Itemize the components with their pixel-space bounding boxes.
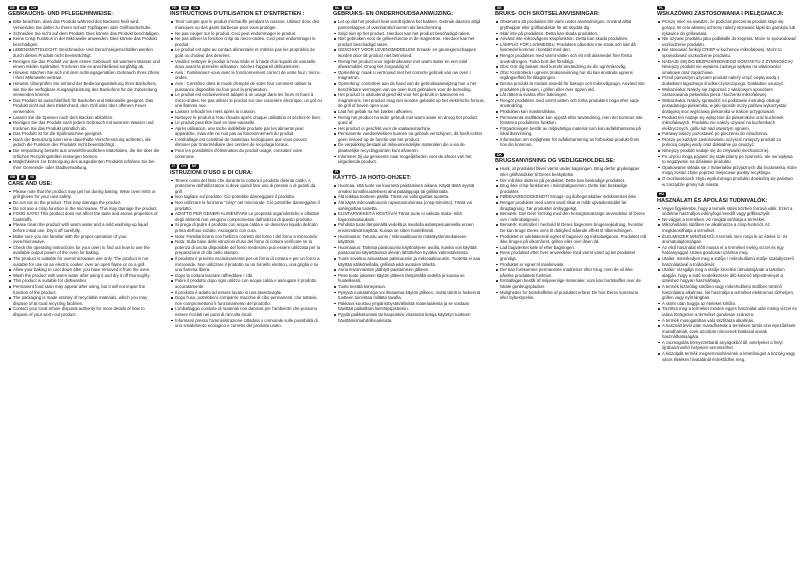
instruction-item: Information om möjligheter för avfallshantering av förbrukad produkt finns hos din kommun. bbox=[495, 137, 647, 148]
instruction-section bbox=[495, 6, 647, 148]
country-badge: PL bbox=[659, 6, 664, 10]
instruction-item: Husk, at produktet bliver varmt under bagningen. Brug derfor grydelapper eller grillhandsker til Deres beskyttelse. bbox=[495, 166, 647, 177]
instruction-item: A használt levél után maradhatnak a terméken tartós szennyeződések maradhatnak, ezek azonban nincsenek hatással annak használhatóságára. bbox=[657, 323, 797, 340]
instruction-item: Wskazówka: Należy sprawdzić na podstawie instrukcji obsługi posiadanego piekarnika, w jaki sposób moży pańtwo wykorzystać dostępną moc wyjściową piekarnika w trakcie przygotowań. bbox=[657, 98, 797, 115]
column-2 bbox=[170, 6, 322, 334]
instruction-item: Använd inte mikrovågens krispfunktion. Detta kan skada produkten. bbox=[495, 36, 647, 42]
instruction-item: Snijd niet op het product. Hierdoor kan het product beschadigd raken. bbox=[333, 31, 485, 37]
country-badges bbox=[333, 170, 485, 174]
instruction-item: Die Verpackung besteht aus umweltfreundlichen Materialien, die Sie über die örtlichen Recyclingstellen entsorgen können. bbox=[8, 148, 160, 159]
instruction-item: Pakkaus koostuu ympäristöystävällisistä materiaaleista ja se voidaan hävittää paikallisiin kierrätyspisteisiin. bbox=[333, 301, 485, 312]
instruction-item: A sütés után hagyja az ételeket kihűlni. bbox=[657, 301, 797, 307]
instruction-item: A termék mosogatóban való tisztításra alkalmas. bbox=[657, 318, 797, 324]
instruction-item: Produkt ten nadaje się wyłącznie do piekarników oraz kuchenek mikrofalowych. Produktu nie należy używać na kuchenkach elektrycznych, grillu lub nad otwartym ogniem. bbox=[657, 115, 797, 132]
instruction-item: The product is suitable for oven/microwave use only. The product is not suitable for use on an electric cooker, over an open flame or on a grill. bbox=[8, 256, 160, 267]
instruction-item: Reinig het product voor ingebruikname met warm water en een mild afwasmiddel. Droog het zorgvuldig af. bbox=[333, 59, 485, 70]
instruction-item: Produktet er udelukkende egnet til bageovn og mikrobølgeovn. Produktet må ikke bruges på elkomfuret, grillen eller over åben ild. bbox=[495, 234, 647, 245]
instruction-item: Muligheder for bortskaffelse af produktet erfarer De hos Deres kommune eller bybestyrelse. bbox=[495, 290, 647, 301]
instruction-item: A kiszolgált termék megsemmisítésének a lehetőségeit a község vagy város illetékes hivatalánál érdeklődhet meg. bbox=[657, 351, 797, 362]
instruction-item: Hinweis: Überprüfen Sie anhand der Bedienungsanleitung Ihres Backofens, wie Sie die verfügbare Ausgangsleistung des Backofens für die Zubereitung verwenden können. bbox=[8, 81, 160, 98]
instruction-item: Niet gebruiken voor de grilleerfunctie in de magnetron. Hierdoor kan het product beschadigd raken. bbox=[333, 36, 485, 47]
instruction-item: Keine Crisp-Funktion in der Mikrowelle anwenden. Dies könnte das Produkt beschädigen. bbox=[8, 36, 160, 47]
country-badge: CH bbox=[31, 6, 36, 10]
instruction-item: Pyydä paikkakuntasi tai kaupunkisi virastosta tietoja käytetyn tuotteen hävittämismahdollisuuksista. bbox=[333, 312, 485, 323]
instruction-item: Huomaa, että tuote voi kuumeta paistamisen aikana. Käytä tästä syystä omaksi turvallisuudeksesi aina patalappuja tai grillikintaita. bbox=[333, 183, 485, 194]
section-title: INSTRUCTIONS D'UTILISATION ET D'ENTRETIEN : bbox=[170, 11, 305, 18]
instruction-item: Proszę mieć na uwadze, że podczas pieczenia produkt staje się gorący. W celu własnej ochrony należy stosować łapki do garnków lub rękawice do grillowania. bbox=[657, 19, 797, 36]
instruction-item: Do not cut on the product. This may damage the product. bbox=[8, 200, 160, 206]
instruction-item: Please note that the product may get hot during baking. Wear oven mitts or grill gloves for your own safety. bbox=[8, 189, 160, 200]
instruction-item: De verpakking bestaat uit milieuvriendelijke materialen die u via de plaatselijke recyclingpunten kunt afvoeren. bbox=[333, 142, 485, 153]
column-3 bbox=[333, 6, 485, 328]
instruction-item: Do not use a crisp function in the microwave. This may damage the product. bbox=[8, 206, 160, 212]
instruction-item: Tenere conto del fatto che durante la cottura il prodotto diventa caldo. A protezione dell'utilizzatore si deve quindi fare uso di presine o di guanti da grill. bbox=[170, 178, 322, 195]
country-badge: IE bbox=[21, 175, 25, 180]
instruction-item: Het product is uitsluitend geschikt voor het gebruik in bakovens en magnetrons. Het product mag niet worden gebruikt op het elektrische fornuis, de grill of boven open vuur. bbox=[333, 92, 485, 109]
country-badge: BE bbox=[345, 6, 351, 10]
country-badges bbox=[8, 175, 160, 179]
instruction-item: Laat het gebak na het bakken afkoelen. bbox=[333, 109, 485, 115]
instruction-item: Niniejszy produkt nadaje się do zmywarki mechanicznej. bbox=[657, 148, 797, 154]
instruction-section bbox=[8, 6, 160, 170]
instruction-item: Opmerking: controleer aan de hand van de gebruiksaanwijzing hoe u het beschikbare vermogen van uw oven kunt gebruiken voor de bereiding. bbox=[333, 81, 485, 92]
instruction-item: Möglichkeiten zur Entsorgung des ausgedienten Produkts erfahren Sie bei Ihrer Gemeinde- oder Stadtverwaltung. bbox=[8, 159, 160, 170]
instruction-item: Informarsi presso l'amministrazione cittadina o comunale sulle possibilità di uno smaltimento ecologico e corretto del prodotto usato. bbox=[170, 318, 322, 329]
instruction-item: Förpackningen består av miljövänliga material som kan avfallshanteras på lokal återvinning. bbox=[495, 126, 647, 137]
instruction-item: GESCHIKT VOOR LEVENSMIDDELEN! Smaak- en geureigenschappen worden door dit product niet beïnvloed. bbox=[333, 47, 485, 58]
section-title: WSKAZÓWKI ZASTOSOWANIA I PIELĘGNACJI: bbox=[657, 11, 784, 18]
instruction-item: O możliwościach zbytu wysłużonego produktu dowiedzą się państwo w zarządzie gminy lub miasta. bbox=[657, 176, 797, 187]
instruction-item: Opakowanie składa się z materiałów przyjaznych dla środowiska, które mogą zostać zbyte poprzez miejscowe punkty recyklingu. bbox=[657, 165, 797, 176]
instruction-item: LEBENSMITTELECHT: Geschmacks- und Geruchseigenschaften werden durch dieses Produkt nicht beeinträchtigt. bbox=[8, 47, 160, 58]
instruction-item: Check the operating instructions for your oven to find out how to use the available output power of the oven for baking. bbox=[8, 245, 160, 256]
instruction-item: Il prodotto è adatto ad essere lavato in una lavastoviglie. bbox=[170, 290, 322, 296]
instruction-item: Lassen Sie die Speisen nach dem Backen abkühlen. bbox=[8, 115, 160, 121]
instruction-item: Po użyciu mogą pojawić się stałe plamy po żywności, ale nie wpływa to negatywnie na działanie produktu. bbox=[657, 154, 797, 165]
instruction-item: Przed pierwszym użyciem produkt należy umyć ciepłą wodą z dodatkiem łagodnego środka czyszczącego. Dokładnie osuszyć. bbox=[657, 75, 797, 86]
country-badge: NI bbox=[30, 175, 34, 180]
instruction-item: L'imballaggio consiste di materiali non dannosi per l'ambiente che possono essere riciclati nei punti di raccolta locali. bbox=[170, 306, 322, 317]
instruction-item: Wskazówka: Należy się zapoznać z właściwym sposobem zastosowania piekarnika pieca / kuchenki mikrofalowej. bbox=[657, 87, 797, 98]
country-badge: DE bbox=[10, 6, 15, 10]
instruction-item: Låt rätterna svalna efter bakningen. bbox=[495, 92, 647, 98]
instruction-section bbox=[8, 175, 160, 317]
instruction-item: Permanente voedselvlekken kunnen na gebruik verschijnen, dit heeft echter geen invloed op de functie van het product. bbox=[333, 131, 485, 142]
instruction-item: A csomagolás környezetbarát anyagokból áll, amelyeket a helyi újrahasznosító helyeken semmisíthet. bbox=[657, 340, 797, 351]
instruction-section bbox=[657, 6, 797, 187]
instruction-item: Le produit est apte au contact alimentaire et n'altère pas les propriétés de goût ou d'odeur des denrées. bbox=[170, 47, 322, 58]
instruction-item: Vegye figyelembe, hogy a termék sütés közben forróvá válik. Ezért a védelme használjon edényfogó kendőt vagy grillkesztyűt. bbox=[657, 206, 797, 217]
instruction-item: Pysyviä ruokatahroja voi ilmaantua käytön jälkeen, mutta tämä ei heikennä tuotteen toimintaa millään tavalla. bbox=[333, 290, 485, 301]
instruction-item: Ne vágjon a terméken. Az megkárosíthatja a terméket. bbox=[657, 217, 797, 223]
instruction-item: Pour les possibilités d'élimination du produit usagé, consultez votre commune. bbox=[170, 148, 322, 159]
instruction-item: Informeer bij uw gemeente naar mogelijkheden voor de afvoer van het uitgediende product. bbox=[333, 154, 485, 165]
section-title: ISTRUZIONI D'USO E DI CURA: bbox=[170, 169, 253, 176]
instruction-item: Lad bagværket køle af efter bagningen. bbox=[495, 245, 647, 251]
instruction-item: Das Produkt ist ausschließlich für Backofen und Mikrowelle geeignet. Das Produkt nicht auf dem Elektroherd, dem Grill oder über offenem Feuer verwenden. bbox=[8, 98, 160, 115]
instruction-item: Allow your baking to cool down after you have removed it from the oven. bbox=[8, 267, 160, 273]
instruction-item: Tuote kestää konepesun. bbox=[333, 284, 485, 290]
instruction-item: Observera att produkten blir varm under användningen. Använd alltid grythappar eller grillhandskar för att skydda dig. bbox=[495, 19, 647, 30]
section-title: HASZNÁLATI ÉS ÁPOLÁSI TUDNIVALÓK: bbox=[657, 197, 768, 204]
instruction-item: Le produit peut être lavé en lave-vaisselle. bbox=[170, 120, 322, 126]
instruction-item: Veuillez nettoyer le produit à l'eau tiède et à l'aide d'un liquide de vaisselle doux avant la première utilisation. Séchez-l'appareil délicatement. bbox=[170, 59, 322, 70]
instruction-item: Huomautus: Tutustu uunin / mikroaaltouunin määräystenmukaiseen käyttöön. bbox=[333, 234, 485, 245]
instruction-item: Anna leivonnaisten jäähtyä paistamisen jälkeen. bbox=[333, 267, 485, 273]
instruction-item: Make sure you are familiar with the proper operation of your oven/microwave. bbox=[8, 234, 160, 245]
instruction-item: Non tagliare sul prodotto. Ciò potrebbe danneggiare il prodotto. bbox=[170, 194, 322, 200]
instruction-item: Avis : Familiarisez-vous avec le fonctionnement correct de votre four / micro-ondes. bbox=[170, 70, 322, 81]
country-badges bbox=[495, 153, 647, 157]
country-badges bbox=[170, 6, 322, 10]
instruction-item: Produktet er egnet til maskinvask. bbox=[495, 262, 647, 268]
column-1 bbox=[8, 6, 160, 323]
country-badge: SE bbox=[497, 6, 502, 10]
instruction-item: Obs: Gör dig bekant med korrekt användning av din ugn/mikrovåg. bbox=[495, 64, 647, 70]
instruction-item: Please clean the product with warm water and a mild washing-up liquid before initial use. Dry it off carefully. bbox=[8, 222, 160, 233]
instruction-item: Rens produktet efter hver anvendelse med varmt vand og tør produktet grundigt. bbox=[495, 250, 647, 261]
instruction-item: Avis : Contrôlez dans le mode d'emploi de votre four comment utiliser la puissance disponible du four pour la préparation. bbox=[170, 81, 322, 92]
instruction-item: NADAJE SIĘ DO BEZPOŚREDNIEGO KONTAKTU Z ŻYWNOŚCIĄ! Niniejszy produkt nie wywiera żadnego wpływu na właściwości smakowe oraz zapachowe. bbox=[657, 59, 797, 76]
country-badge: MT bbox=[191, 164, 197, 169]
instruction-item: This product is suitable for dishwasher. bbox=[8, 278, 160, 284]
country-badges bbox=[170, 164, 322, 168]
country-badges bbox=[657, 192, 797, 196]
instruction-item: Permanenta matfläckar kan uppstå efter användning, men det kommer inte försämra produktens funktion. bbox=[495, 115, 647, 126]
instruction-item: Nie używać produktu jako podkładki do krojenia. Może to spowodować uszkodzenie produktu. bbox=[657, 36, 797, 47]
instruction-item: ELINTARVIKKEITÄ KESTÄVÄ! Tämä tuote ei vaikuta maku- eikä hajuominaisuuksiin. bbox=[333, 211, 485, 222]
instruction-item: Bemærk: Kontroller i henhold til Deres bageovns brugervejledning, hvordan De kan bruge Deres ovns til rådighed stående effekt til tilberedningen. bbox=[495, 222, 647, 233]
instruction-item: Nota: Familiarizzarsi con l'utilizzo corretto del forno / del forno a microonde. bbox=[170, 234, 322, 240]
instruction-section bbox=[657, 192, 797, 362]
instruction-item: Rengör produkten med varmt vatten och torka produkten noga efter varje användning. bbox=[495, 98, 647, 109]
instruction-item: Si prega di pulire il prodotto con acqua calda e un detersivo liquido delicato prima dell'uso iniziale. Asciugarlo con cura. bbox=[170, 222, 322, 233]
country-badges bbox=[333, 6, 485, 10]
country-badges bbox=[8, 6, 160, 10]
column-4 bbox=[495, 6, 647, 306]
instruction-item: Le produit est exclusivement adapté à un usage dans les fours et fours à micro-ondes. Ne pas utiliser le produit sur une cuisinière électrique, un gril ou une flamme nue. bbox=[170, 92, 322, 109]
instruction-item: Bitte beachten, dass das Produkt während des Backens heiß wird. Verwenden Sie daher zu Ihrem Schutz Topflappen oder Grillhandschuhe. bbox=[8, 19, 160, 30]
country-badges bbox=[657, 6, 797, 10]
instruction-item: Obs: Kontrollera i ugnens bruksanvisning hur du kan använda ugnens utgångseffekt för tillagningen. bbox=[495, 70, 647, 81]
instruction-item: Contact your local refuse disposal authority for more details of how to dispose of your worn-out product. bbox=[8, 306, 160, 317]
instruction-item: Denna produkt är endast avsedd för bakugn och mikrovågsugn. Använd inte produkten på spisen, i grillen eller över öppen eld. bbox=[495, 81, 647, 92]
instruction-item: A termék kizárólag sütőben vagy mikrohullámú sütőben történő használatra alkalmas. Ne használja a terméket elektromos tűzhelyen, grillen vagy nyílt lángban. bbox=[657, 284, 797, 301]
instruction-item: Az első használat előtt mossa el a terméket meleg vízzel és égy hatóanyaggal. Utána gondosan szárítsa meg. bbox=[657, 245, 797, 256]
instruction-item: Der kan forekomme permanente madrester efter brug, men de vil ikke påvirke produktets funktion. bbox=[495, 267, 647, 278]
column-5 bbox=[657, 6, 797, 367]
country-badge: CH bbox=[193, 6, 199, 10]
instruction-item: The packaging is made entirely of recyclable materials, which you may dispose of at local recycling facilities. bbox=[8, 295, 160, 306]
instruction-item: Ne pas couper sur le produit. Ceci peut endommager le produit. bbox=[170, 31, 322, 37]
instruction-section bbox=[170, 164, 322, 328]
instruction-item: Nota: Sulla base delle istruzioni d'uso del forno di cottura verificare se la potenza di uscita disponibile del forno medesimo può essere utilizzata per la preparazione di cibi nello stampo. bbox=[170, 239, 322, 256]
instruction-item: Emballagen består af miljøvenlige materialer, som kan bortskaffes over de lokale genbrugspladser. bbox=[495, 278, 647, 289]
instruction-section bbox=[170, 6, 322, 159]
country-badge: AT bbox=[20, 6, 25, 10]
instruction-item: Der må ikke skæres på produktet. Dette kan beskadige produktet. bbox=[495, 178, 647, 184]
instruction-item: Dopo l'uso, potrebbero comparire macchie di cibo permanenti, che tuttavia non compromettono il funzionamento del prodotto. bbox=[170, 295, 322, 306]
instruction-item: Nie stosować funkcji CRISP w kuchence mikrofalowej. Może to spowodować uszkodzenie produktu. bbox=[657, 47, 797, 58]
instruction-item: Nach der Benutzung kann eine dauerhafte Verschmutzung auftreten, die jedoch die Funktion des Produkts nicht beeinträchtigt. bbox=[8, 137, 160, 148]
instruction-item: FØDEVAREGODKENDT! Smags- og duftegenskaber indskrænkes ikke. bbox=[495, 194, 647, 200]
instruction-item: Tenir compte que le produit s'échauffe pendant la cuisson. Utilisez donc des maniques ou des gants barbecue pour vous protéger. bbox=[170, 19, 322, 30]
country-badge: CH bbox=[181, 164, 186, 169]
instruction-item: L'emballage est constitué de matériaux écologiques que vous pouvez éliminer par l'intermédiaire des centres de recyclage locaux. bbox=[170, 137, 322, 148]
instruction-item: Het product is geschikt voor de vaatwasmachine. bbox=[333, 126, 485, 132]
instruction-item: Wash the product with warm water after using it and dry it off thoroughly. bbox=[8, 273, 160, 279]
instruction-section bbox=[333, 6, 485, 165]
instruction-section bbox=[333, 170, 485, 323]
instruction-item: Huomautus: Tarkista paistouunisi käyttöohjeen avulla, kuinka voit käyttää paistouunisi käytettävissä olevan lähtötehon hyväksi valmistuksessa. bbox=[333, 245, 485, 256]
instruction-item: Pulire il prodotto dopo ogni utilizzo con acqua calda e asciugare il prodotto accuratamente. bbox=[170, 278, 322, 289]
instruction-item: Das Produkt ist für die Spülmaschine geeignet. bbox=[8, 131, 160, 137]
section-title: BRUKS- OCH SKÖTSELANVISNINGAR: bbox=[495, 11, 600, 18]
instruction-item: Reinigen Sie das Produkt vor dem ersten Gebrauch mit warmem Wasser und einem milden Spülmittel. Trocknen Sie es anschließend sorgfältig ab. bbox=[8, 59, 160, 70]
instruction-item: Tuote soveltuu ainoastaan paistouuniin ja mikroaaltouuniin. Tuotetta ei saa käyttää sähköhellalla, grillissä eikä avotulen lähellä. bbox=[333, 256, 485, 267]
instruction-item: Permanent food stain may appear after using, but it will not impair the function of the product. bbox=[8, 284, 160, 295]
instruction-item: Il prodotto è previsto esclusivamente per un forno di cottura e per un forno a microonde. Non utilizzare il prodotto su un fornello elettrico, una griglia o su una fiamma libera. bbox=[170, 256, 322, 273]
section-title: GEBRUIKS- EN ONDERHOUDSAANWIJZING: bbox=[333, 11, 453, 18]
instruction-item: Pese tuote jokaisen käytön jälkeen lämpimällä vedellä ja kuivaa se huolellisesti. bbox=[333, 273, 485, 284]
instruction-item: Potrawy należy pozostawić po pieczeniu do ostudzenia. bbox=[657, 131, 797, 137]
instruction-item: Proszę po każdym zastosowaniu oczyścić niniejszy produkt za pomocą ciepłej wody oraz dokładnie go osuszyć. bbox=[657, 137, 797, 148]
instruction-item: Produkten kan maskindiskas. bbox=[495, 109, 647, 115]
country-badge: IT bbox=[172, 164, 176, 169]
instruction-item: Bemærk: Gør Dem fortrolig med den hensigtsmæssige anvendelse af Deres ovn / mikrobølgeovn. bbox=[495, 211, 647, 222]
section-title: CARE AND USE: bbox=[8, 180, 53, 187]
instruction-item: Hinweis: Machen Sie sich mit dem ordnungsgemäßen Gebrauch Ihres Ofens / Ihrer Mikrowelle vertraut. bbox=[8, 70, 160, 81]
instruction-item: Dopo la cottura lasciare raffreddare i cibi. bbox=[170, 273, 322, 279]
instruction-item: Utalás: Ismerkedjen meg a sütője / mikrohullámú sütője szabályszerű használatával a működését. bbox=[657, 256, 797, 267]
instruction-item: Puhdista tuote lämpimällä vedellä ja miedolla astianpesuaineella ennen ensimmäistä käyttöä. Kuivaa se sitten huolellisesti. bbox=[333, 222, 485, 233]
instruction-item: Schneiden Sie nicht auf dem Produkt. Dies könnte das Produkt beschädigen. bbox=[8, 31, 160, 37]
instruction-item: Après utilisation, une tache indélébile produite par les aliments peut apparaître, mais elle ne nuit pas au fonctionnement du produit. bbox=[170, 126, 322, 137]
instruction-item: FOOD SAFE! This product does not affect the taste and aroma properties of foodstuffs. bbox=[8, 211, 160, 222]
instruction-item: Tisztítsa meg a terméket minden egyes használat után meleg vízzel és utána törölgesse a terméket gondosan szárazra. bbox=[657, 306, 797, 317]
country-badge: FI bbox=[335, 169, 339, 174]
instruction-item: Let op dat het product heet wordt tijdens het bakken. Gebruik daarom altijd pannenlappen of ovenhandschoenen als bescherming. bbox=[333, 19, 485, 30]
country-badge: HU bbox=[659, 192, 664, 197]
instruction-item: Non utilizzare la funzione "crisp" nel microonde. Ciò potrebbe danneggiare il prodotto. bbox=[170, 200, 322, 211]
country-badge: NL bbox=[335, 6, 340, 10]
country-badge: GB bbox=[10, 175, 16, 180]
instruction-item: Rengör produkten med varmt vatten och ett milt diskmedel före första användningen. Torka bort det försiktigt. bbox=[495, 53, 647, 64]
section-title: KÄYTTÖ- JA HOITO-OHJEET: bbox=[333, 175, 412, 182]
instruction-item: Älä käytä mikroaaltouunin rapeutustoimintoa (crisp-toiminto). Tämä voi vahingoittaa tuotetta. bbox=[333, 200, 485, 211]
section-title: GEBRAUCHS- UND PFLEGEHINWEISE: bbox=[8, 11, 114, 18]
instruction-item: Opmerking: maak u vertrouwd met het correcte gebruik van uw oven / magnetron. bbox=[333, 70, 485, 81]
instruction-item: Skär inte på produkten. Detta kan skada produkten. bbox=[495, 31, 647, 37]
instruction-item: Brug ikke crisp-funktionen i mikrobølgeovnen. Dette kan beskadige produktet. bbox=[495, 183, 647, 194]
country-badges bbox=[495, 6, 647, 10]
section-title: BRUGSANVISNING OG VEDLIGEHOLDELSE: bbox=[495, 158, 615, 165]
instruction-item: Laissez refroidir les mets après la cuisson. bbox=[170, 109, 322, 115]
country-badge: FR bbox=[172, 6, 177, 10]
instruction-section bbox=[495, 153, 647, 301]
instruction-item: ÉLELMISZER MINŐSÉGŰ! A termék nem ronja le az ételek íz- és aromatulajdonságait. bbox=[657, 234, 797, 245]
instruction-item: Älä leikkaa tuotteen päällä. Tämä voi vahingoittaa tuotetta. bbox=[333, 194, 485, 200]
instruction-item: Rengør produktet med varmt vand tilsat et mildt opvaskemiddel før ibrugtagning. Tør produktet omhyggeligt. bbox=[495, 200, 647, 211]
instruction-item: LÄMPLIG FÖR LIVSMEDEL! Produkten påverkar inte smak och lukt då livsmedel kommer i kontakt med den. bbox=[495, 42, 647, 53]
instruction-item: ADATTO PER GENERI ALIMENTARI! Le proprietà organolettiche e olfattive degli alimenti non vengono compromesse dall'utilizzo di questo prodotto. bbox=[170, 211, 322, 222]
instruction-item: Reinig het product na ieder gebruik met warm water en droog het product goed af. bbox=[333, 115, 485, 126]
instruction-item: Reinigen Sie das Produkt nach jedem Gebrauch mit warmem Wasser und trocknen Sie das Produkt gründlich ab. bbox=[8, 120, 160, 131]
instruction-item: Nettoyez le produit à l'eau chaude après chaque utilisation et séchez-le bien. bbox=[170, 115, 322, 121]
instruction-item: Mikrohullámú sütőben ne alkalmazza a crisp-funkciót. Az megkárosíthatja a terméket. bbox=[657, 222, 797, 233]
instruction-item: Ne pas utiliser la fonction crisp du micro-ondes. Ceci peut endommager le produit. bbox=[170, 36, 322, 47]
country-badge: DK bbox=[497, 153, 502, 158]
instruction-item: Utalás: Vizsgálja meg a sütője kezelési útmutatójának a tartalom alapján, hogy a sütő rendelkezésre álló kimenő teljesítményét a sütéshez hogyan használhatja. bbox=[657, 267, 797, 284]
country-badge: BE bbox=[182, 6, 188, 10]
